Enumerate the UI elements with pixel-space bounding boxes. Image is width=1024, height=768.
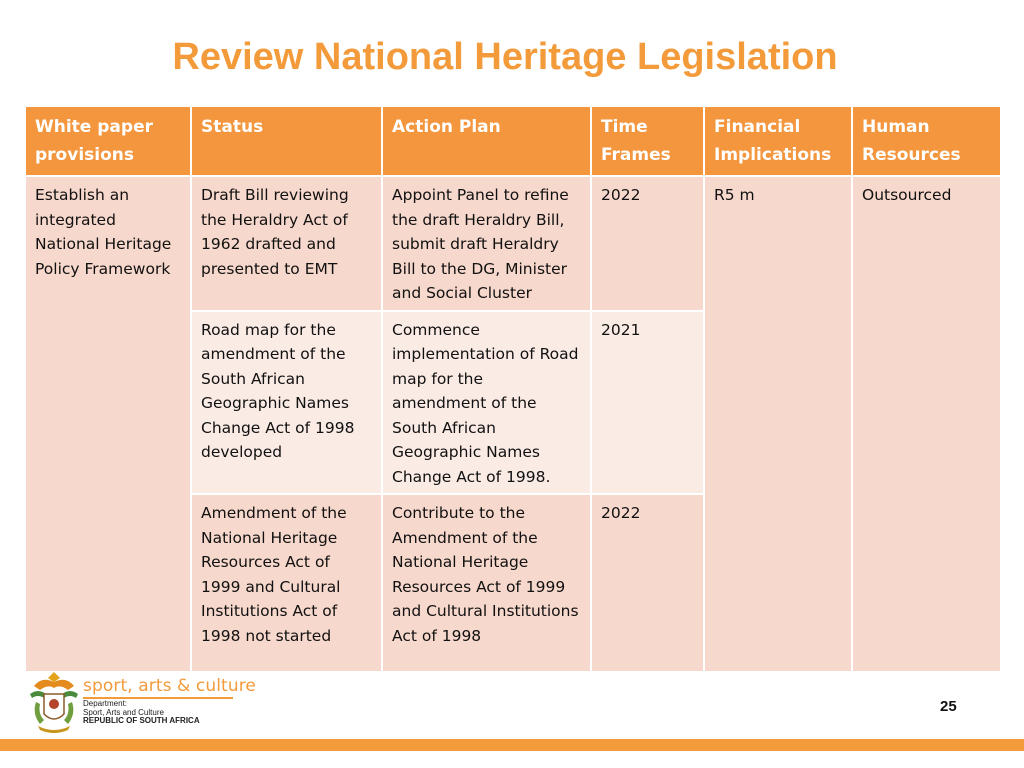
coat-of-arms-icon bbox=[24, 668, 84, 736]
action-plan-cell: Appoint Panel to refine the draft Heraldry Bill, submit draft Heraldry Bill to the DG, Minister and Social Cluster bbox=[382, 176, 591, 311]
provision-cell: Establish an integrated National Heritage Policy Framework bbox=[25, 176, 191, 672]
department-label bbox=[83, 700, 200, 726]
bottom-accent-bar bbox=[0, 739, 1024, 751]
header-time-frames: Time Frames bbox=[591, 106, 704, 176]
header-provisions: White paper provisions bbox=[25, 106, 191, 176]
time-frame-cell: 2022 bbox=[591, 176, 704, 311]
human-resources-cell: Outsourced bbox=[852, 176, 1001, 672]
table-header-row bbox=[25, 106, 1001, 176]
header-action-plan: Action Plan bbox=[382, 106, 591, 176]
brand-name: sport, arts & culture bbox=[83, 676, 256, 696]
department-name: Sport, Arts and Culture bbox=[83, 707, 164, 717]
header-human-resources: Human Resources bbox=[852, 106, 1001, 176]
financial-cell: R5 m bbox=[704, 176, 852, 672]
table-row bbox=[25, 176, 1001, 311]
slide-title: Review National Heritage Legislation bbox=[172, 36, 838, 78]
department-line: Department: bbox=[83, 699, 128, 708]
header-financial: Financial Implications bbox=[704, 106, 852, 176]
status-cell: Draft Bill reviewing the Heraldry Act of 1962 drafted and presented to EMT bbox=[191, 176, 382, 311]
country-name: REPUBLIC OF SOUTH AFRICA bbox=[83, 716, 200, 725]
page-number: 25 bbox=[940, 698, 957, 715]
status-cell: Amendment of the National Heritage Resources Act of 1999 and Cultural Institutions Act of 1998 not started bbox=[191, 494, 382, 672]
time-frame-cell: 2022 bbox=[591, 494, 704, 672]
action-plan-cell: Commence implementation of Road map for the amendment of the South African Geographic Names Change Act of 1998. bbox=[382, 311, 591, 495]
header-status: Status bbox=[191, 106, 382, 176]
action-plan-cell: Contribute to the Amendment of the National Heritage Resources Act of 1999 and Cultural Institutions Act of 1998 bbox=[382, 494, 591, 672]
status-cell: Road map for the amendment of the South African Geographic Names Change Act of 1998 developed bbox=[191, 311, 382, 495]
legislation-table bbox=[24, 105, 1002, 673]
time-frame-cell: 2021 bbox=[591, 311, 704, 495]
